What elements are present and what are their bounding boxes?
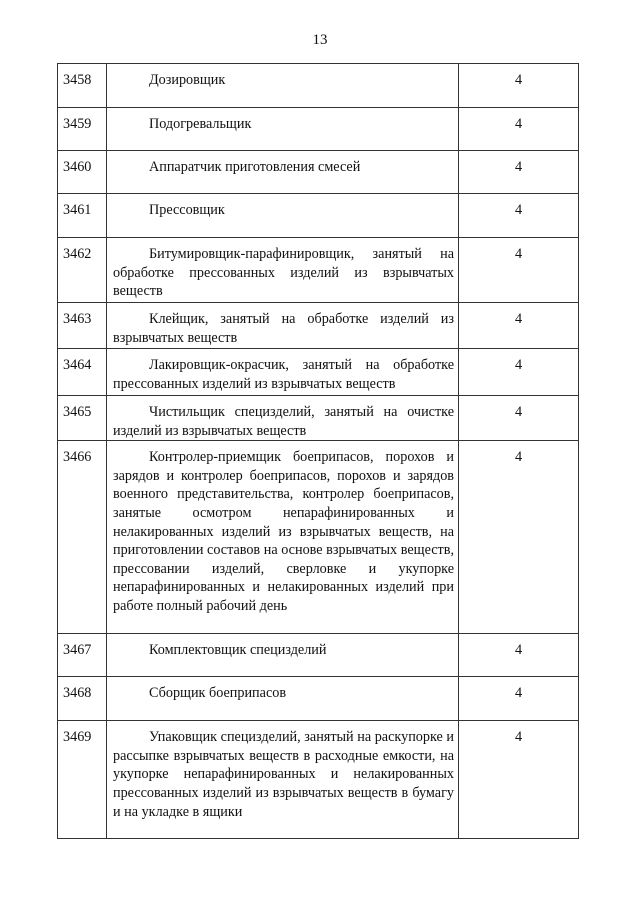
row-code: 3461	[58, 194, 107, 238]
table-row	[58, 349, 579, 396]
table-row	[58, 108, 579, 151]
row-profession: Контролер-приемщик боеприпасов, порохов и зарядов и контролер боеприпасов, порохов и зарядов военного представительства, контролер боеприпасов, занятые осмотром непарафинированных и нелакированных изделий из взрывчатых веществ, на приготовлении составов на основе взрывчатых веществ, прессовании изделий, сверловке и укупорке непарафинированных и нелакированных изделий при работе полный рабочий день	[113, 449, 454, 614]
row-profession: Комплектовщик специзделий	[149, 642, 327, 659]
row-value: 4	[459, 64, 579, 108]
row-value: 4	[459, 238, 579, 303]
row-profession: Клейщик, занятый на обработке изделий из взрывчатых веществ	[113, 311, 454, 346]
row-profession: Сборщик боеприпасов	[149, 685, 287, 702]
row-code: 3459	[58, 108, 107, 151]
table-row	[58, 64, 579, 108]
row-profession: Дозировщик	[149, 72, 226, 88]
row-value: 4	[459, 396, 579, 441]
row-value: 4	[459, 303, 579, 349]
table-row	[58, 303, 579, 349]
row-profession: Чистильщик специзделий, занятый на очистке изделий из взрывчатых веществ	[113, 404, 454, 439]
row-value: 4	[459, 634, 579, 677]
table-row	[58, 396, 579, 441]
row-code: 3460	[58, 151, 107, 194]
row-value: 4	[459, 677, 579, 721]
row-value: 4	[459, 194, 579, 238]
row-code: 3462	[58, 238, 107, 303]
row-value: 4	[459, 108, 579, 151]
row-value: 4	[459, 151, 579, 194]
row-value: 4	[459, 349, 579, 396]
table-row	[58, 634, 579, 677]
row-profession: Подогревальщик	[149, 116, 252, 132]
row-code: 3464	[58, 349, 107, 396]
row-code: 3458	[58, 64, 107, 108]
row-profession: Аппаратчик приготовления смесей	[149, 159, 361, 175]
row-profession: Битумировщик-парафинировщик, занятый на обработке прессованных изделий из взрывчатых веществ	[113, 246, 454, 300]
row-profession: Упаковщик специзделий, занятый на раскупорке и рассыпке взрывчатых веществ в расходные емкости, на укупорке непарафинированных и нелакированных прессованных изделий из взрывчатых веществ в бумагу и на укладке в ящики	[113, 729, 454, 820]
row-profession: Прессовщик	[149, 202, 225, 218]
row-profession: Лакировщик-окрасчик, занятый на обработке прессованных изделий из взрывчатых веществ	[113, 357, 454, 392]
row-value: 4	[459, 441, 579, 634]
row-code: 3467	[58, 634, 107, 677]
table-row	[58, 238, 579, 303]
row-code: 3465	[58, 396, 107, 441]
table-row	[58, 441, 579, 634]
table-row	[58, 151, 579, 194]
row-code: 3468	[58, 677, 107, 721]
row-code: 3466	[58, 441, 107, 634]
table-row	[58, 677, 579, 721]
row-code: 3463	[58, 303, 107, 349]
table-row	[58, 194, 579, 238]
page-number: 13	[312, 32, 328, 48]
profession-table	[57, 63, 579, 839]
table-row	[58, 721, 579, 839]
row-value: 4	[459, 721, 579, 839]
row-code: 3469	[58, 721, 107, 839]
